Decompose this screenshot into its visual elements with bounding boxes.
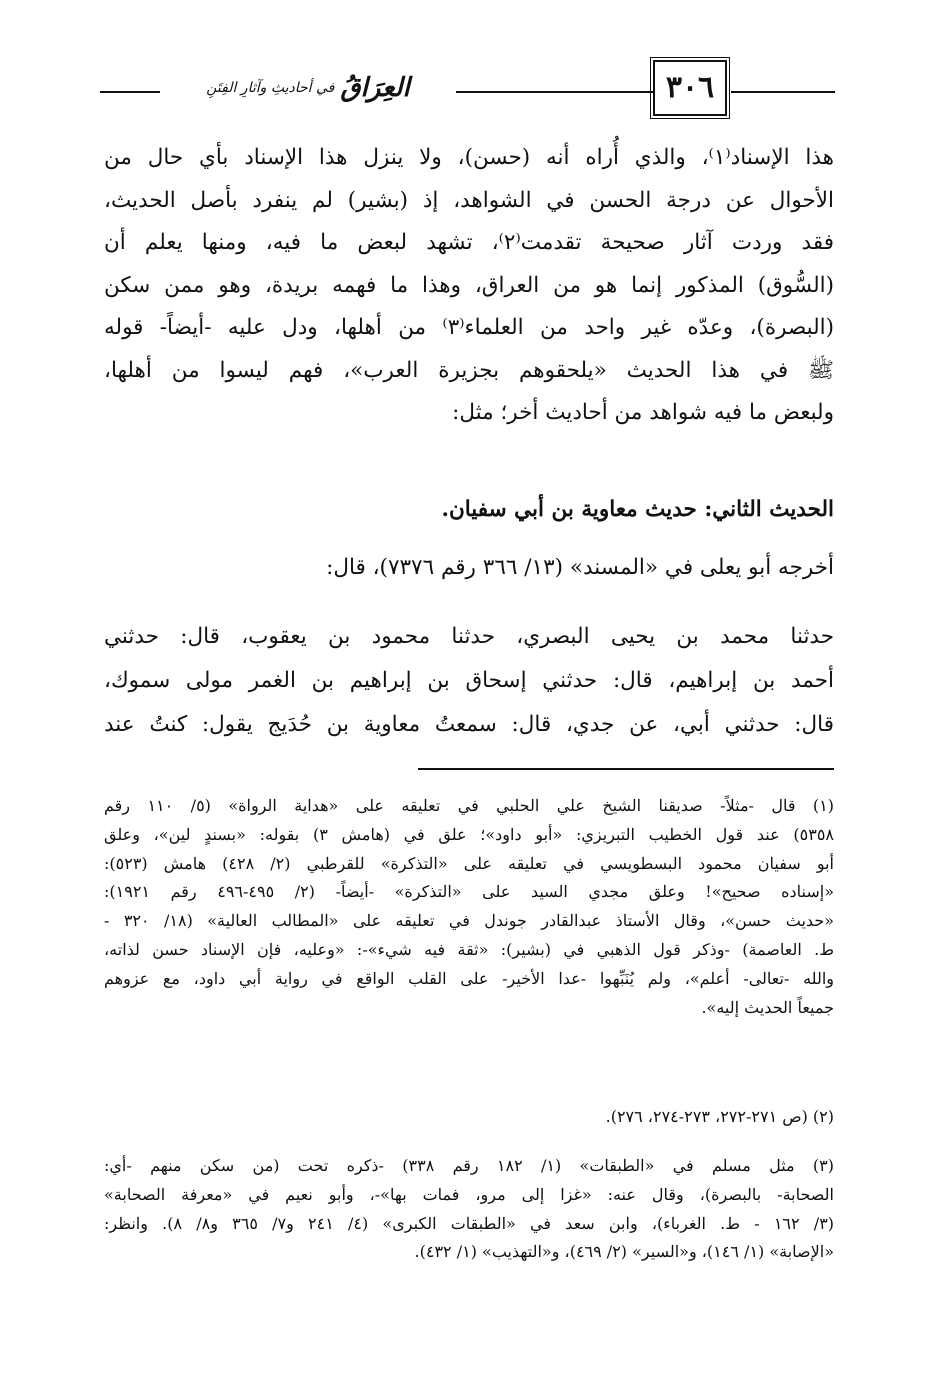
header-rule-middle (456, 91, 653, 93)
book-title (162, 68, 454, 108)
footnote-2 (104, 1103, 834, 1132)
body-line: (البصرة)، وعدّه غير واحد من العلماء⁽٣⁾ من أهلها، ودل عليه -أيضاً- قوله (104, 315, 834, 340)
body-line: ولبعض ما فيه شواهد من أحاديث أخر؛ مثل: (452, 400, 834, 425)
footnote-line: «إسناده صحيح»! وعلق مجدي السيد على «التذكرة» -أيضاً- (٢/ ٤٩٥-٤٩٦ رقم ١٩٢١): (104, 882, 834, 902)
footnote-3 (104, 1152, 834, 1267)
footnote-line: (٣) مثل مسلم في «الطبقات» (١/ ١٨٢ رقم ٣٣٨) -ذكره تحت (من سكن منهم -أي: (104, 1156, 834, 1175)
body-line: ﷺ في هذا الحديث «يلحقوهم بجزيرة العرب»، فهم ليسوا من أهلها، (104, 357, 834, 383)
footnote-line: «الإصابة» (١/ ١٤٦)، و«السير» (٢/ ٤٦٩)، و«التهذيب» (١/ ٤٣٢). (414, 1242, 834, 1262)
page-number: ٣٠٦ (665, 70, 715, 105)
header-rule-right (731, 91, 835, 93)
chain-line: أحمد بن إبراهيم، قال: حدثني إسحاق بن إبراهيم بن الغمر مولى سموك، (104, 668, 834, 693)
footnote-line: جميعاً الحديث إليه». (701, 997, 834, 1017)
header-rule-left (100, 91, 160, 93)
body-line: هذا الإسناد⁽١⁾، والذي أُراه أنه (حسن)، ولا ينزل هذا الإسناد بأي حال من (104, 145, 834, 170)
footnote-line: (٢) (ص ٢٧١-٢٧٢، ٢٧٣-٢٧٤، ٢٧٦). (605, 1107, 834, 1126)
book-title-subtitle: في أحاديثِ وآثارِ الفِتَنِ (206, 80, 335, 96)
footnote-line: ط. العاصمة) -وذكر قول الذهبي في (بشير): «ثقة فيه شيء»-: «وعليه، فإن الإسناد حسن لذاته، (104, 939, 834, 959)
running-header (100, 52, 835, 120)
body-line: (السُّوق) المذكور إنما هو من العراق، وهذا ما فهمه بريدة، وهو ممن سكن (104, 272, 834, 298)
footnote-line: (١) قال -مثلاً- صديقنا الشيخ علي الحلبي في تعليقه على «هداية الرواة» (٥/ ١١٠ رقم (104, 796, 835, 815)
book-title-main: العِرَاقُ (340, 73, 410, 103)
footnote-line: «حديث حسن»، وقال الأستاذ عبدالقادر جوندل في تعليقه على «المطالب العالية» (١٨/ ٣٢٠ - (104, 911, 835, 931)
section-heading: الحديث الثاني: حديث معاوية بن أبي سفيان. (441, 497, 834, 522)
chain-line: حدثنا محمد بن يحيى البصري، حدثنا محمود بن يعقوب، قال: حدثني (104, 624, 834, 649)
main-paragraph (104, 137, 834, 435)
narration-chain (104, 615, 834, 747)
footnote-line: أبو سفيان محمود البسطويسي في تعليقه على «التذكرة» للقرطبي (٢/ ٤٢٨) هامش (٥٢٣): (104, 853, 835, 873)
footnote-line: والله -تعالى- أعلم»، ولم يُنَبِّهوا -عدا الأخير- على القلب الواقع في رواية أبي داود، مع عزوهم (104, 968, 834, 988)
footnote-1 (104, 792, 834, 1022)
footnote-line: (٣/ ١٦٢ - ط. الغرباء)، وابن سعد في «الطبقات الكبرى» (٤/ ٢٤١ و٧/ ٣٦٥ و٨/ ٨). وانظر: (104, 1213, 835, 1233)
page-number-box (653, 60, 727, 116)
chain-line: قال: حدثني أبي، عن جدي، قال: سمعتُ معاوية بن حُدَيج يقول: كنتُ عند (104, 712, 834, 737)
body-line: الأحوال عن درجة الحسن في الشواهد، إذ (بشير) لم ينفرد بأصل الحديث، (104, 187, 834, 213)
footnote-separator (418, 768, 834, 770)
body-line: فقد وردت آثار صحيحة تقدمت⁽٢⁾، تشهد لبعض ما فيه، ومنها يعلم أن (104, 230, 834, 255)
footnote-line: الصحابة- بالبصرة)، وقال عنه: «غزا إلى مرو، فمات بها»-، وأبو نعيم في «معرفة الصحابة» (104, 1184, 834, 1204)
footnote-line: ٥٣٥٨) عند قول الخطيب التبريزي: «أبو داود»؛ علق في (هامش ٣) بقوله: «بسندٍ لين»، وعلق (104, 824, 835, 844)
source-citation: أخرجه أبو يعلى في «المسند» (١٣/ ٣٦٦ رقم ٧٣٧٦)، قال: (326, 555, 834, 580)
